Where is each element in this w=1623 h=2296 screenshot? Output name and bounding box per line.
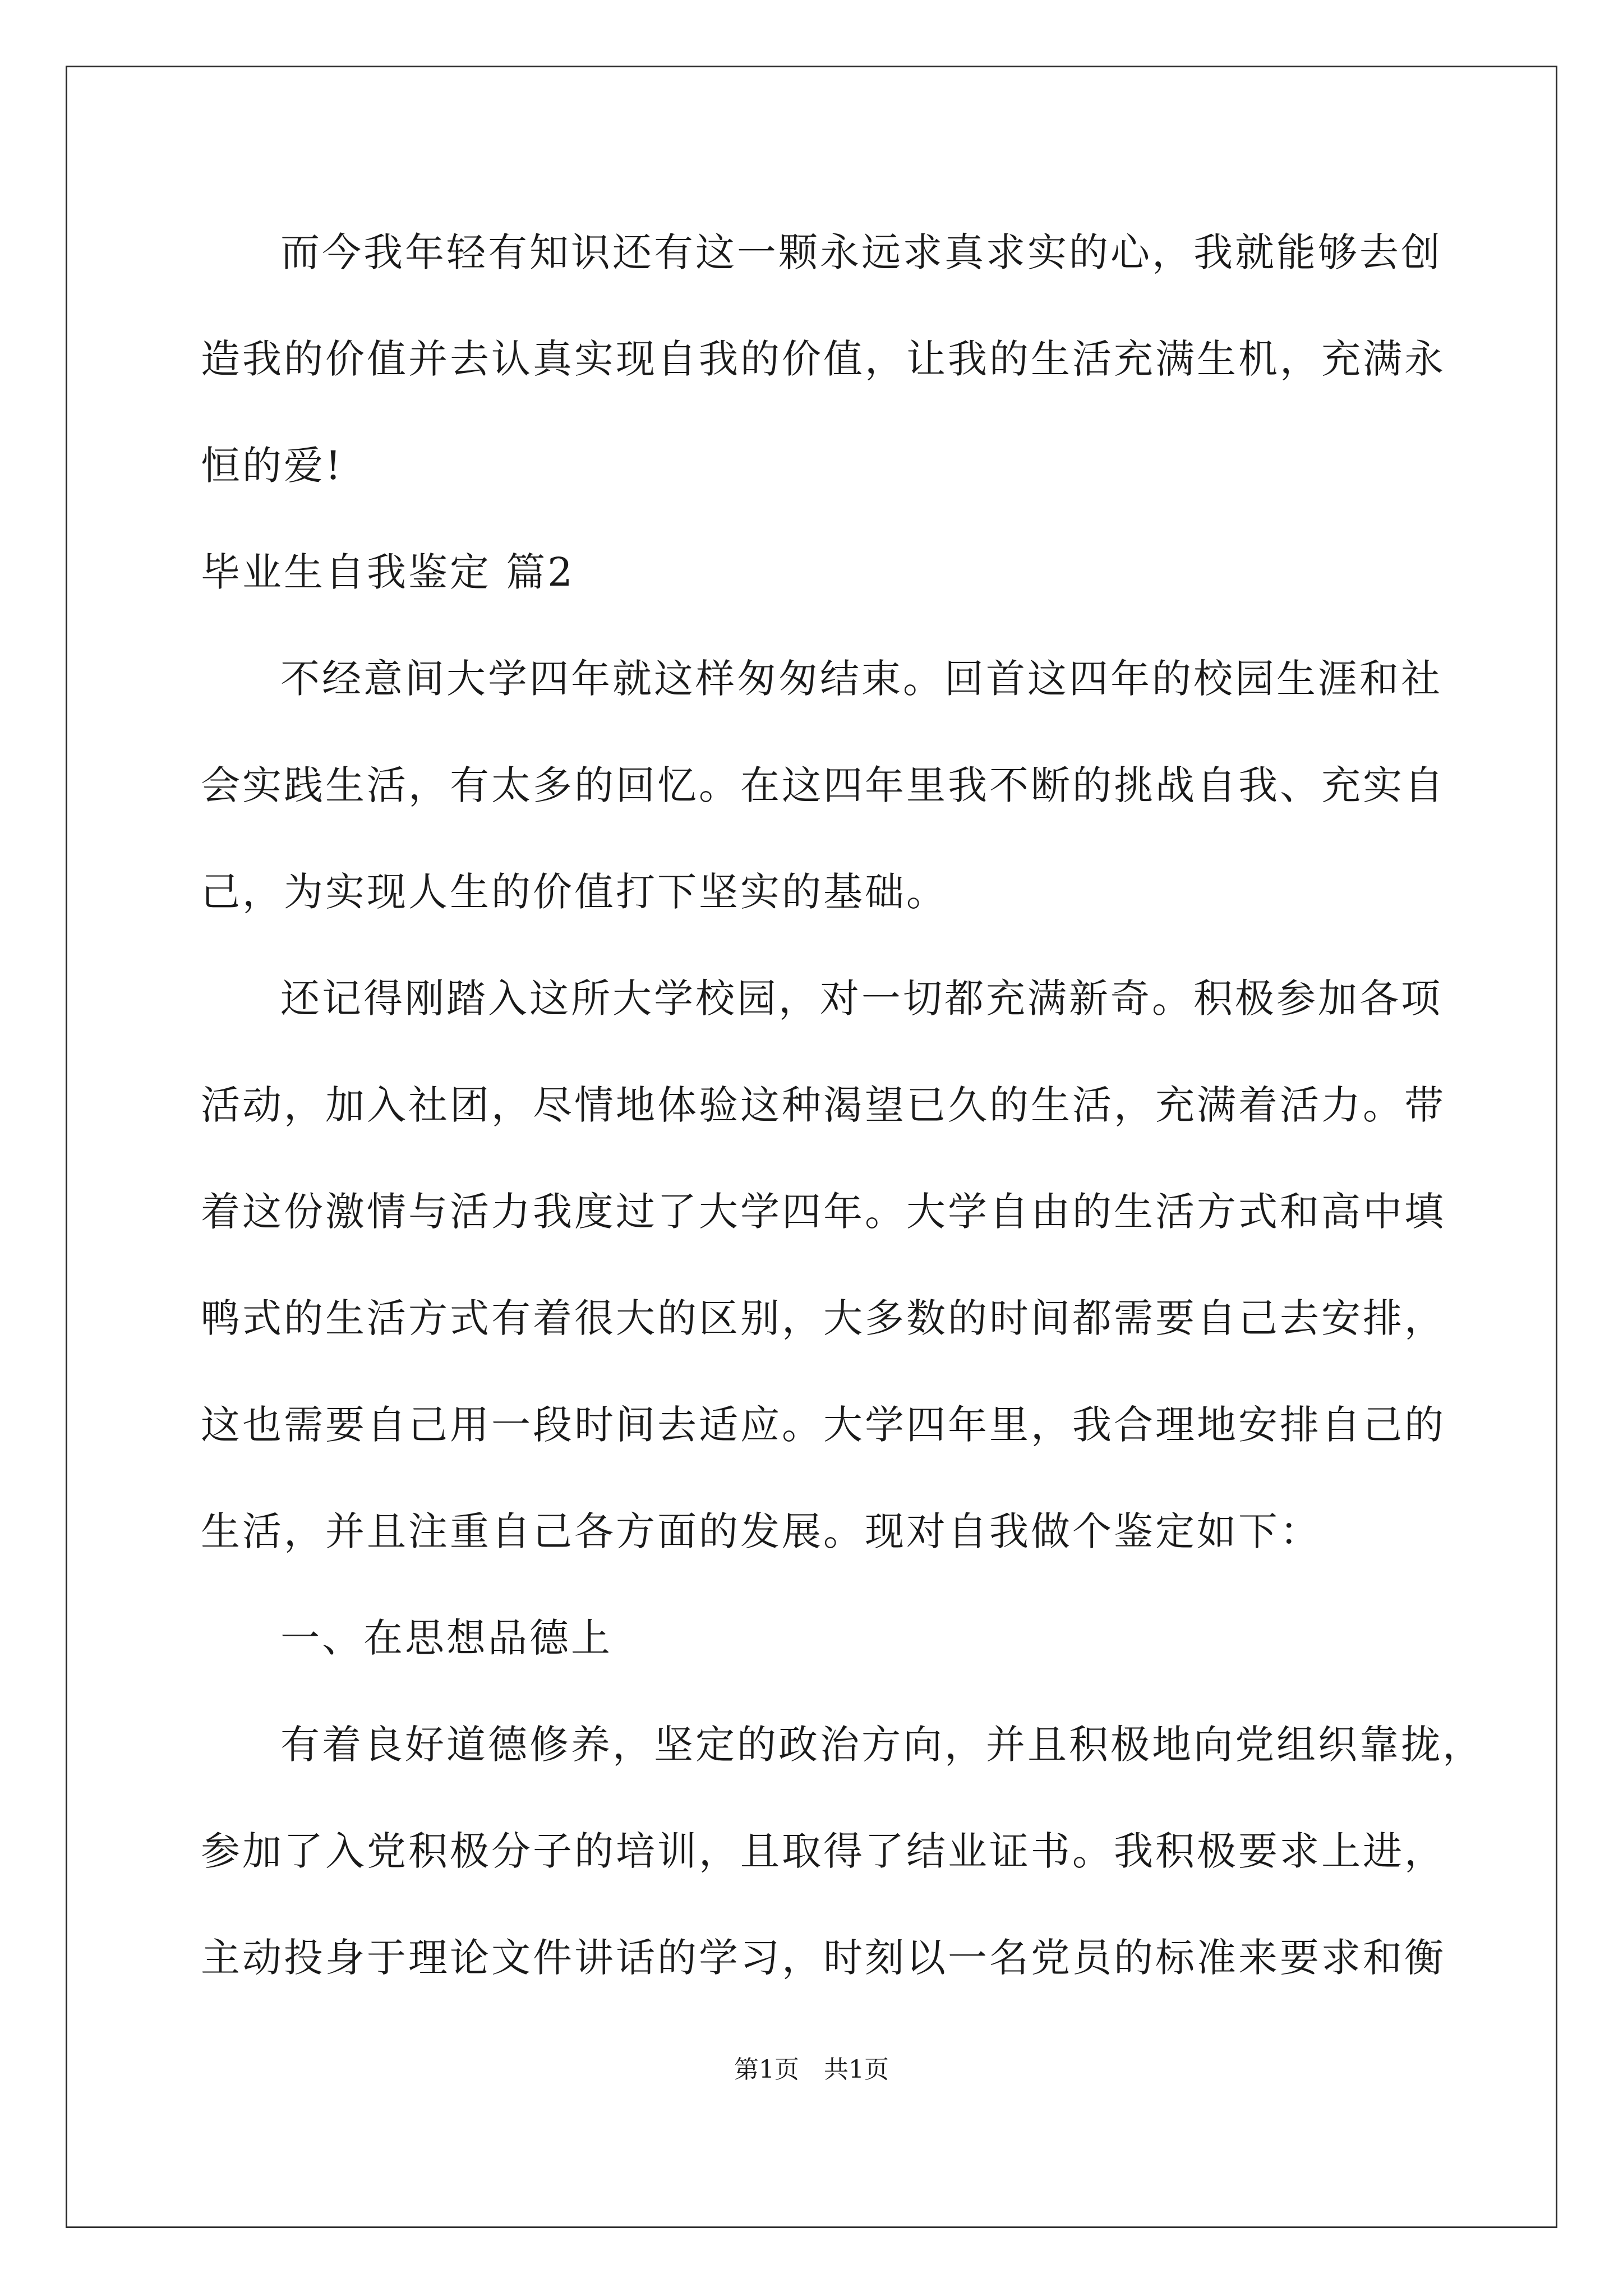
paragraph-line: 己，为实现人生的价值打下坚实的基础。 (201, 869, 948, 915)
paragraph-line: 恒的爱! (201, 443, 344, 489)
page-border (66, 66, 1557, 2228)
page-footer (0, 2053, 1623, 2087)
paragraph-line: 不经意间大学四年就这样匆匆结束。回首这四年的校园生涯和社 (280, 656, 1442, 702)
paragraph-line: 造我的价值并去认真实现自我的价值，让我的生活充满生机，充满永 (201, 336, 1446, 382)
paragraph-line: 这也需要自己用一段时间去适应。大学四年里，我合理地安排自己的 (201, 1402, 1446, 1448)
paragraph-line: 有着良好道德修养，坚定的政治方向，并且积极地向党组织靠拢， (280, 1722, 1484, 1768)
paragraph-line: 会实践生活，有太多的回忆。在这四年里我不断的挑战自我、充实自 (201, 762, 1446, 808)
paragraph-line: 主动投身于理论文件讲话的学习，时刻以一名党员的标准来要求和衡 (201, 1935, 1446, 1981)
paragraph-line: 着这份激情与活力我度过了大学四年。大学自由的生活方式和高中填 (201, 1189, 1446, 1235)
paragraph-line: 还记得刚踏入这所大学校园，对一切都充满新奇。积极参加各项 (280, 976, 1442, 1022)
section-heading: 毕业生自我鉴定 篇2 (201, 549, 575, 595)
subsection-heading: 一、在思想品德上 (280, 1615, 612, 1661)
paragraph-line: 而今我年轻有知识还有这一颗永远求真求实的心，我就能够去创 (280, 229, 1442, 275)
page-total: 共1页 (824, 2055, 889, 2084)
paragraph-line: 活动，加入社团，尽情地体验这种渴望已久的生活，充满着活力。带 (201, 1082, 1446, 1128)
page-number: 第1页 (734, 2055, 799, 2084)
paragraph-line: 生活，并且注重自己各方面的发展。现对自我做个鉴定如下： (201, 1508, 1321, 1554)
paragraph-line: 参加了入党积极分子的培训，且取得了结业证书。我积极要求上进， (201, 1828, 1446, 1874)
paragraph-line: 鸭式的生活方式有着很大的区别，大多数的时间都需要自己去安排， (201, 1295, 1446, 1341)
